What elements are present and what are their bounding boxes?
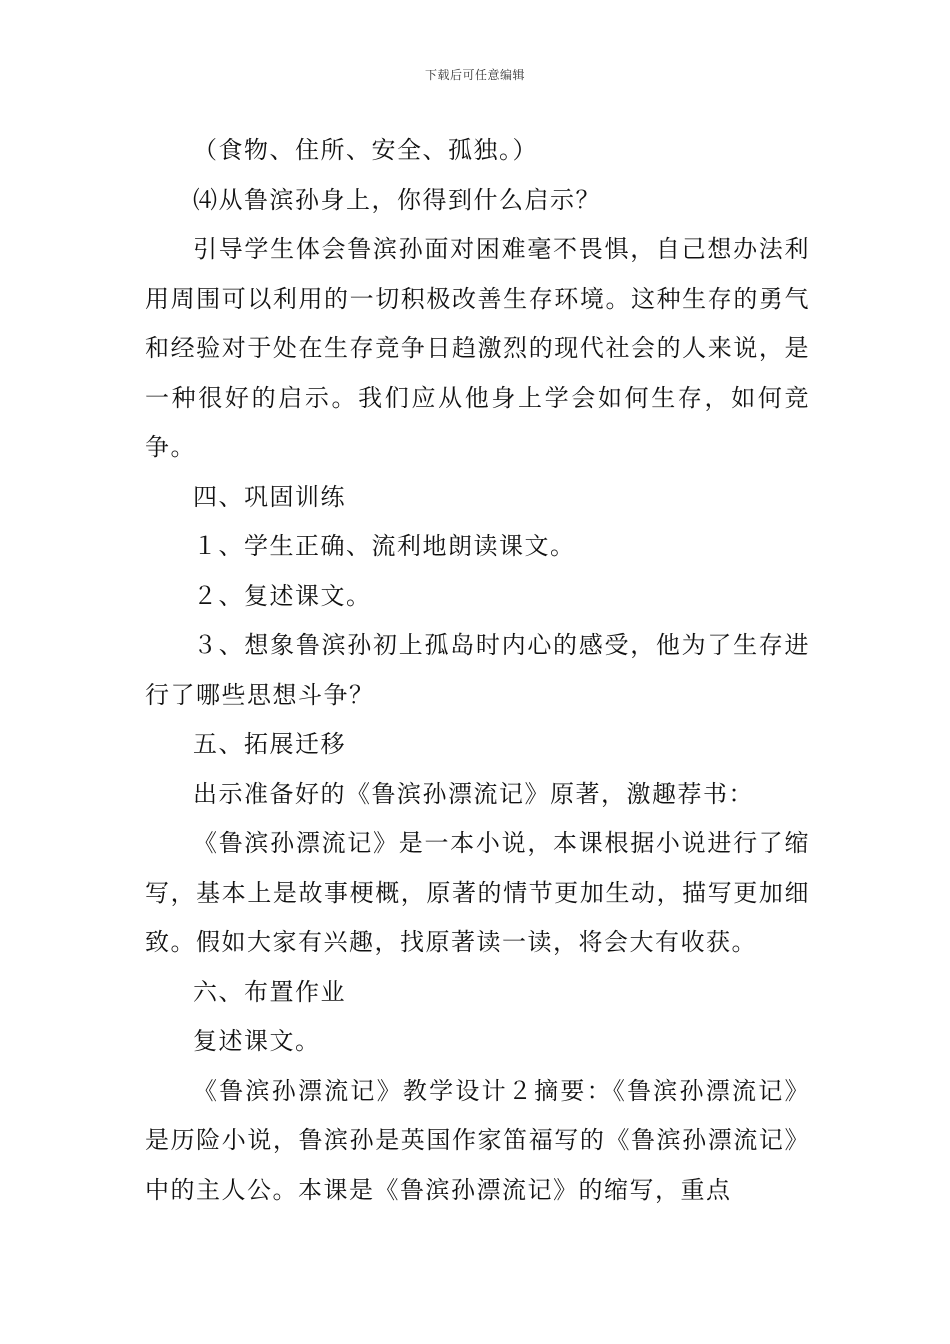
practice-item-1: １、学生正确、流利地朗读课文。 bbox=[193, 532, 576, 560]
document-body bbox=[145, 126, 810, 1215]
page-header: 下载后可任意编辑 bbox=[424, 68, 525, 82]
section-heading-extension: 五、拓展迁移 bbox=[193, 730, 346, 758]
section-heading-practice: 四、巩固训练 bbox=[193, 482, 346, 511]
paragraph-question-4: ⑷从鲁滨孙身上，你得到什么启示？ bbox=[193, 185, 601, 214]
paragraph-book-description: 《鲁滨孙漂流记》是一本小说，本课根据小说进行了缩写，基本上是故事梗概，原著的情节更加生动，描写更加细致。假如大家有兴趣，找原著读一读，将会大有收获。 bbox=[145, 829, 810, 956]
paragraph-book-intro: 出示准备好的《鲁滨孙漂流记》原著，激趣荐书： bbox=[193, 779, 754, 808]
practice-item-2: ２、复述课文。 bbox=[193, 581, 372, 610]
paragraph-design-2-summary: 《鲁滨孙漂流记》教学设计２摘要：《鲁滨孙漂流记》是历险小说，鲁滨孙是英国作家笛福写的《鲁滨孙漂流记》中的主人公。本课是《鲁滨孙漂流记》的缩写，重点 bbox=[145, 1076, 810, 1204]
section-heading-homework: 六、布置作业 bbox=[193, 977, 346, 1006]
practice-item-3: ３、想象鲁滨孙初上孤岛时内心的感受，他为了生存进行了哪些思想斗争？ bbox=[145, 631, 810, 709]
paragraph-guidance: 引导学生体会鲁滨孙面对困难毫不畏惧，自己想办法利用周围可以利用的一切积极改善生存环境。这种生存的勇气和经验对于处在生存竞争日趋激烈的现代社会的人来说，是一种很好的启示。我们应从他身上学会如何生存，如何竞争。 bbox=[145, 235, 810, 461]
paragraph-homework: 复述课文。 bbox=[193, 1027, 321, 1055]
paragraph-needs-list: （食物、住所、安全、孤独。） bbox=[193, 136, 538, 164]
